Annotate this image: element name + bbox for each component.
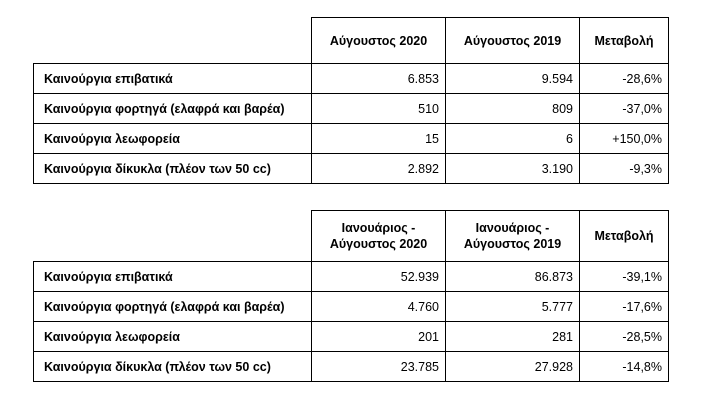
value-2020: 6.853 bbox=[312, 64, 446, 94]
value-2020: 23.785 bbox=[312, 352, 446, 382]
row-label: Καινούργια φορτηγά (ελαφρά και βαρέα) bbox=[34, 94, 312, 124]
value-2020: 510 bbox=[312, 94, 446, 124]
august-registrations-table bbox=[33, 17, 669, 184]
row-label: Καινούργια λεωφορεία bbox=[34, 322, 312, 352]
value-2019: 9.594 bbox=[446, 64, 580, 94]
table-header-row bbox=[34, 18, 669, 64]
column-header-2019: Ιανουάριος - Αύγουστος 2019 bbox=[446, 211, 580, 262]
table-row bbox=[34, 262, 669, 292]
column-header-change: Μεταβολή bbox=[580, 211, 669, 262]
value-2020: 201 bbox=[312, 322, 446, 352]
change-value: -9,3% bbox=[580, 154, 669, 184]
row-label: Καινούργια δίκυκλα (πλέον των 50 cc) bbox=[34, 352, 312, 382]
row-label: Καινούργια επιβατικά bbox=[34, 262, 312, 292]
table-row bbox=[34, 154, 669, 184]
value-2019: 6 bbox=[446, 124, 580, 154]
change-value: +150,0% bbox=[580, 124, 669, 154]
empty-corner-cell bbox=[34, 18, 312, 64]
table-header-row bbox=[34, 211, 669, 262]
table-row bbox=[34, 64, 669, 94]
table-row bbox=[34, 292, 669, 322]
value-2019: 86.873 bbox=[446, 262, 580, 292]
value-2020: 15 bbox=[312, 124, 446, 154]
table-row bbox=[34, 124, 669, 154]
row-label: Καινούργια φορτηγά (ελαφρά και βαρέα) bbox=[34, 292, 312, 322]
value-2020: 2.892 bbox=[312, 154, 446, 184]
change-value: -17,6% bbox=[580, 292, 669, 322]
change-value: -28,6% bbox=[580, 64, 669, 94]
empty-corner-cell bbox=[34, 211, 312, 262]
row-label: Καινούργια επιβατικά bbox=[34, 64, 312, 94]
table-row bbox=[34, 322, 669, 352]
value-2019: 3.190 bbox=[446, 154, 580, 184]
jan-aug-registrations-table bbox=[33, 210, 669, 382]
column-header-2020: Ιανουάριος - Αύγουστος 2020 bbox=[312, 211, 446, 262]
row-label: Καινούργια λεωφορεία bbox=[34, 124, 312, 154]
column-header-change: Μεταβολή bbox=[580, 18, 669, 64]
value-2020: 52.939 bbox=[312, 262, 446, 292]
row-label: Καινούργια δίκυκλα (πλέον των 50 cc) bbox=[34, 154, 312, 184]
column-header-2019: Αύγουστος 2019 bbox=[446, 18, 580, 64]
table-row bbox=[34, 352, 669, 382]
table-row bbox=[34, 94, 669, 124]
column-header-2020: Αύγουστος 2020 bbox=[312, 18, 446, 64]
value-2019: 27.928 bbox=[446, 352, 580, 382]
value-2020: 4.760 bbox=[312, 292, 446, 322]
change-value: -28,5% bbox=[580, 322, 669, 352]
change-value: -37,0% bbox=[580, 94, 669, 124]
value-2019: 281 bbox=[446, 322, 580, 352]
value-2019: 809 bbox=[446, 94, 580, 124]
change-value: -14,8% bbox=[580, 352, 669, 382]
change-value: -39,1% bbox=[580, 262, 669, 292]
value-2019: 5.777 bbox=[446, 292, 580, 322]
